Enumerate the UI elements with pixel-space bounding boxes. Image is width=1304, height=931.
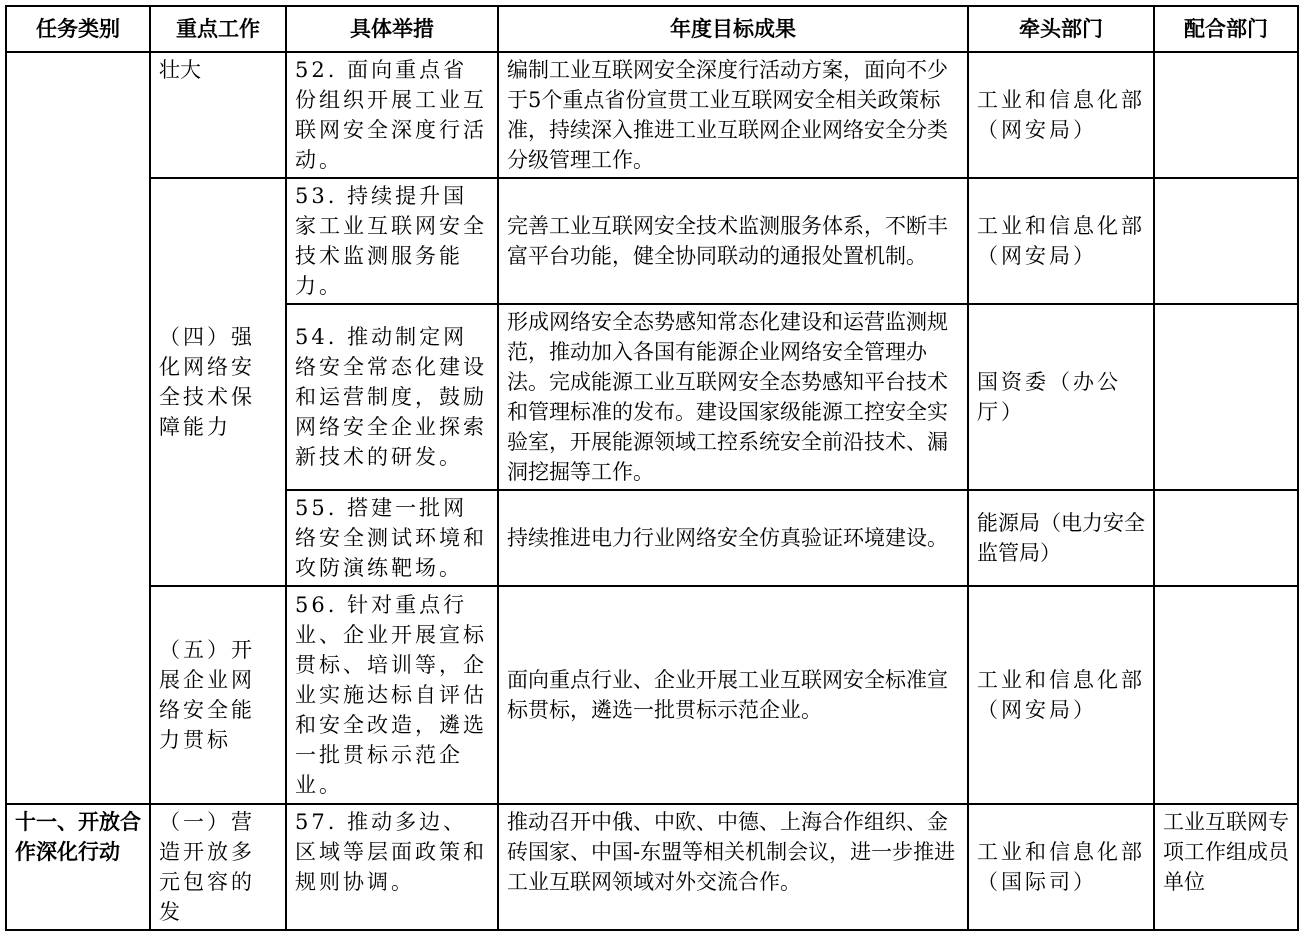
key-work-cell: （四）强化网络安全技术保障能力 bbox=[150, 178, 286, 586]
measure-cell: 57. 推动多边、区域等层面政策和规则协调。 bbox=[286, 804, 498, 930]
category-cell-empty bbox=[6, 52, 150, 804]
header-category: 任务类别 bbox=[6, 6, 150, 52]
table-row bbox=[6, 52, 1298, 178]
key-work-cell: （一）营造开放多元包容的发 bbox=[150, 804, 286, 930]
category-cell: 十一、开放合作深化行动 bbox=[6, 804, 150, 930]
lead-dept-cell: 工业和信息化部（网安局） bbox=[968, 586, 1154, 804]
header-coop-dept: 配合部门 bbox=[1154, 6, 1298, 52]
measure-cell: 53. 持续提升国家工业互联网安全技术监测服务能力。 bbox=[286, 178, 498, 304]
header-key-work: 重点工作 bbox=[150, 6, 286, 52]
coop-dept-cell bbox=[1154, 586, 1298, 804]
lead-dept-cell: 工业和信息化部（网安局） bbox=[968, 52, 1154, 178]
table-row bbox=[6, 586, 1298, 804]
goal-cell: 面向重点行业、企业开展工业互联网安全标准宣标贯标，遴选一批贯标示范企业。 bbox=[498, 586, 968, 804]
lead-dept-cell: 能源局（电力安全监管局） bbox=[968, 490, 1154, 586]
goal-cell: 编制工业互联网安全深度行活动方案，面向不少于5个重点省份宣贯工业互联网安全相关政策标准，持续深入推进工业互联网企业网络安全分类分级管理工作。 bbox=[498, 52, 968, 178]
key-work-cell: 壮大 bbox=[150, 52, 286, 178]
lead-dept-cell: 工业和信息化部（网安局） bbox=[968, 178, 1154, 304]
measure-cell: 52. 面向重点省份组织开展工业互联网安全深度行活动。 bbox=[286, 52, 498, 178]
header-annual-goals: 年度目标成果 bbox=[498, 6, 968, 52]
coop-dept-cell: 工业互联网专项工作组成员单位 bbox=[1154, 804, 1298, 930]
lead-dept-cell: 国资委（办公厅） bbox=[968, 304, 1154, 490]
header-row bbox=[6, 6, 1298, 52]
key-work-cell: （五）开展企业网络安全能力贯标 bbox=[150, 586, 286, 804]
measure-cell: 56. 针对重点行业、企业开展宣标贯标、培训等，企业实施达标自评估和安全改造，遴选一批贯标示范企业。 bbox=[286, 586, 498, 804]
measure-cell: 55. 搭建一批网络安全测试环境和攻防演练靶场。 bbox=[286, 490, 498, 586]
header-lead-dept: 牵头部门 bbox=[968, 6, 1154, 52]
task-table bbox=[5, 5, 1299, 931]
table-row bbox=[6, 178, 1298, 304]
goal-cell: 持续推进电力行业网络安全仿真验证环境建设。 bbox=[498, 490, 968, 586]
goal-cell: 形成网络安全态势感知常态化建设和运营监测规范，推动加入各国有能源企业网络安全管理办法。完成能源工业互联网安全态势感知平台技术和管理标准的发布。建设国家级能源工控安全实验室，开展能源领域工控系统安全前沿技术、漏洞挖掘等工作。 bbox=[498, 304, 968, 490]
coop-dept-cell bbox=[1154, 52, 1298, 178]
coop-dept-cell bbox=[1154, 178, 1298, 304]
lead-dept-cell: 工业和信息化部（国际司） bbox=[968, 804, 1154, 930]
goal-cell: 完善工业互联网安全技术监测服务体系，不断丰富平台功能，健全协同联动的通报处置机制。 bbox=[498, 178, 968, 304]
header-measures: 具体举措 bbox=[286, 6, 498, 52]
coop-dept-cell bbox=[1154, 304, 1298, 490]
measure-cell: 54. 推动制定网络安全常态化建设和运营制度，鼓励网络安全企业探索新技术的研发。 bbox=[286, 304, 498, 490]
coop-dept-cell bbox=[1154, 490, 1298, 586]
goal-cell: 推动召开中俄、中欧、中德、上海合作组织、金砖国家、中国-东盟等相关机制会议，进一步推进工业互联网领域对外交流合作。 bbox=[498, 804, 968, 930]
table-row bbox=[6, 804, 1298, 930]
